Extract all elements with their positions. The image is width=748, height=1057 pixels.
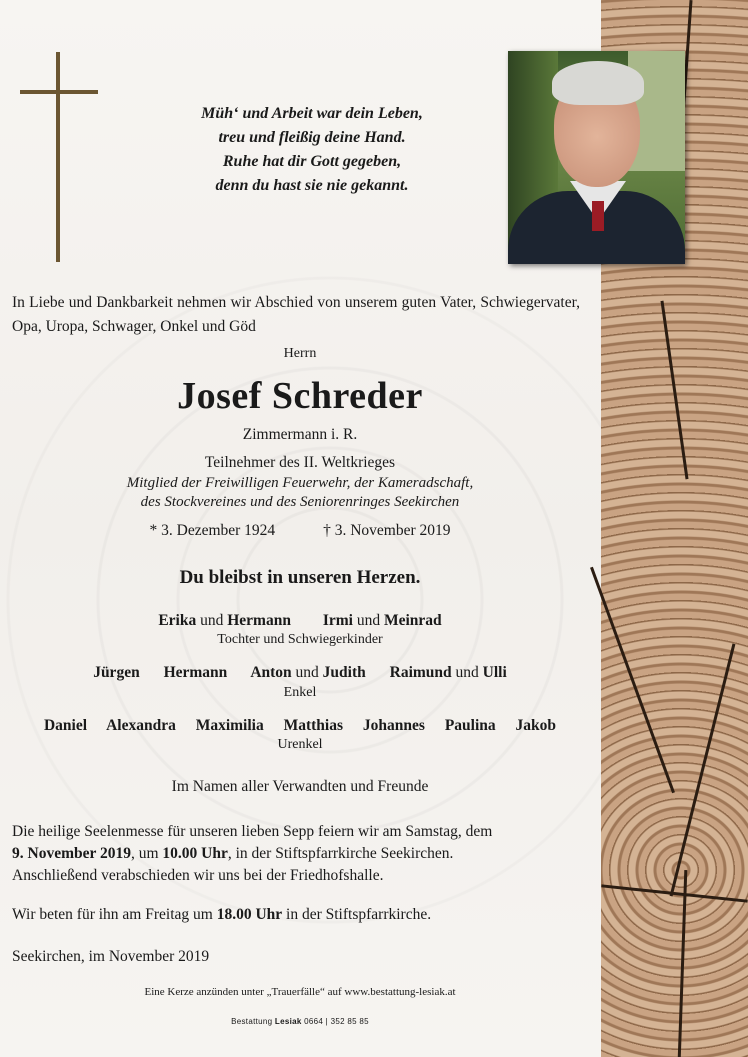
conjunction: und [295,664,319,681]
service-text: , um [130,845,163,862]
name: Anton [250,664,292,681]
name: Matthias [283,717,344,734]
name: Raimund [389,664,452,681]
footer-brand: Lesiak [274,1017,302,1026]
children-names [0,612,600,630]
wood-crack [670,643,736,896]
poem-line: Müh‘ und Arbeit war dein Leben, [201,105,423,122]
relation-label: Tochter und Schwiegerkinder [217,632,383,647]
name: Meinrad [383,612,442,629]
service-info [12,821,582,887]
service-time: 10.00 Uhr [162,845,228,862]
cross-icon [56,52,60,262]
name: Judith [322,664,366,681]
footer-phone: 0664 | 352 85 85 [304,1017,369,1026]
name: Ulli [482,664,507,681]
poem-line: treu und fleißig deine Hand. [218,129,406,146]
prayer-time: 18.00 Uhr [216,906,283,923]
name: Alexandra [106,717,176,734]
grandchildren-names [0,664,600,682]
service-text: Anschließend verabschieden wir uns bei der Friedhofshalle. [12,867,384,884]
portrait-photo [508,51,685,264]
service-text: Die heilige Seelenmesse für unseren lieben Sepp feiern wir am Samstag, dem [12,823,493,840]
conjunction: und [455,664,479,681]
name: Jürgen [93,664,140,681]
membership-line: Mitglied der Freiwilligen Feuerwehr, der Kameradschaft, [126,475,474,491]
wood-crack [660,301,688,480]
poem-line: Ruhe hat dir Gott gegeben, [222,153,402,170]
motto: Du bleibst in unseren Herzen. [179,567,421,588]
membership-line: des Stockvereines und des Seniorenringes Seekirchen [140,494,460,510]
cross-icon-bar [20,90,98,94]
prayer-info [12,906,592,924]
name: Maximilia [195,717,264,734]
salutation: Herrn [283,346,317,361]
life-dates [0,522,600,540]
photo-hair [552,61,644,105]
wood-crack [590,567,675,794]
conjunction: und [200,612,224,629]
funeral-home-footer [0,1017,600,1026]
place-date: Seekirchen, im November 2019 [12,948,210,965]
name: Paulina [444,717,496,734]
name: Daniel [43,717,88,734]
candle-link[interactable]: Eine Kerze anzünden unter „Trauerfälle“ auf www.bestattung-lesiak.at [144,986,456,998]
poem [120,102,504,198]
photo-tie [592,201,604,231]
service-text: , in der Stiftspfarrkirche Seekirchen. [227,845,454,862]
family-line: Im Namen aller Verwandten und Freunde [171,778,429,795]
prayer-text: in der Stiftspfarrkirche. [282,906,432,923]
footer-prefix: Bestattung [231,1017,273,1026]
poem-line: denn du hast sie nie gekannt. [215,177,409,194]
name: Hermann [227,612,291,629]
profession: Zimmermann i. R. [242,426,358,443]
relation-label: Enkel [283,685,317,700]
name: Johannes [362,717,425,734]
name: Hermann [163,664,228,681]
prayer-text: Wir beten für ihn am Freitag um [12,906,217,923]
deceased-name: Josef Schreder [177,375,423,417]
death-date: † 3. November 2019 [323,522,451,539]
wood-crack [678,870,688,1057]
great-grandchildren-names [0,717,600,735]
name: Erika [158,612,197,629]
intro-text: In Liebe und Dankbarkeit nehmen wir Abschied von unserem guten Vater, Schwiegervater, Opa, Uropa, Schwager, Onkel und Göd [12,294,580,335]
name: Irmi [322,612,353,629]
relation-label: Urenkel [277,737,323,752]
war-participation: Teilnehmer des II. Weltkrieges [204,454,396,471]
service-date: 9. November 2019 [12,845,131,862]
conjunction: und [356,612,381,629]
birth-date: * 3. Dezember 1924 [149,522,276,539]
name: Jakob [515,717,557,734]
